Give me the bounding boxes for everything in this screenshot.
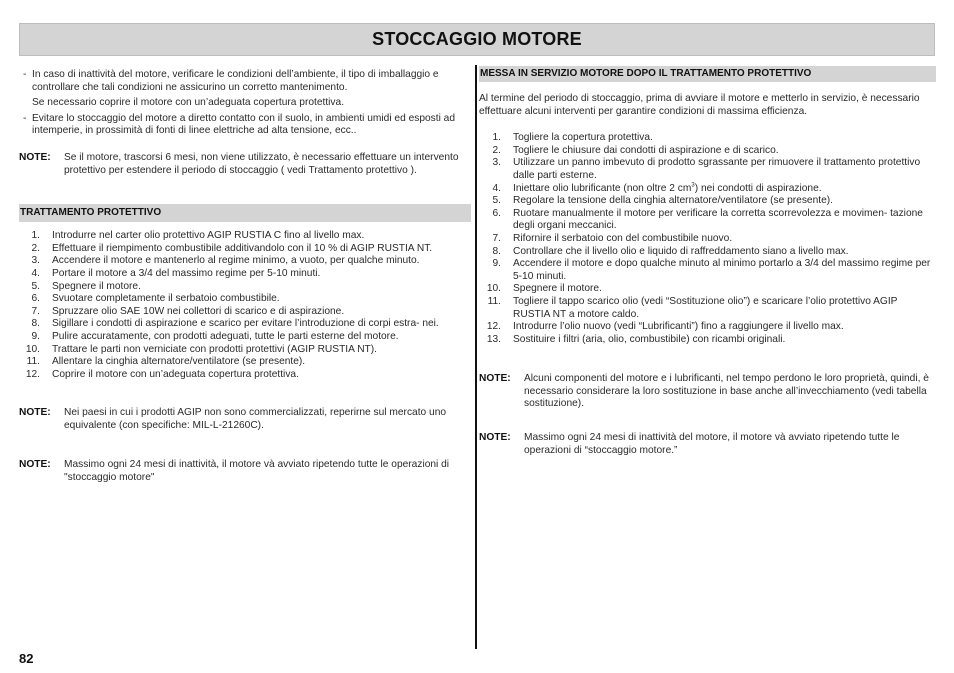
step-text	[513, 183, 936, 196]
list-item	[479, 258, 936, 283]
step-number: 7.	[31, 305, 40, 317]
left-column	[19, 66, 471, 485]
step-number: 2.	[492, 144, 501, 156]
note-label: NOTE:	[479, 373, 511, 385]
note-text: Alcuni componenti del motore e i lubrificanti, nel tempo perdono le loro proprietà, quindi, è necessario considerare la loro sostituzione in base anche all’invecchiamento (vedi tabella sostituzione).	[524, 373, 929, 410]
list-item	[19, 293, 471, 306]
bullet-text: In caso di inattività del motore, verificare le condizioni dell’ambiente, il tipo di imballaggio e controllare che tali condizioni ne assicurino un corretto mantenimento.	[32, 69, 439, 93]
right-column	[479, 66, 936, 457]
step-text: Togliere la copertura protettiva.	[513, 132, 653, 144]
bullet-item	[19, 113, 471, 138]
step-text: Svuotare completamente il serbatoio combustibile.	[52, 293, 280, 305]
step-number: 8.	[31, 318, 40, 330]
service-steps-list	[479, 132, 936, 346]
step-text: Regolare la tensione della cinghia alternatore/ventilatore (se presente).	[513, 195, 833, 207]
list-item	[479, 334, 936, 347]
list-item	[19, 318, 471, 331]
note-label: NOTE:	[19, 407, 51, 419]
treatment-steps-list	[19, 230, 471, 381]
step-text: Sigillare i condotti di aspirazione e scarico per evitare l’introduzione di corpi estra- nei.	[52, 318, 439, 330]
step-text: Utilizzare un panno imbevuto di prodotto sgrassante per rimuovere il trattamento protettivo dalle parti esterne.	[513, 157, 921, 181]
step-text: Coprire il motore con un’adeguata copertura protettiva.	[52, 368, 299, 380]
page-title-bar	[19, 23, 935, 56]
step-number: 11.	[487, 295, 501, 307]
step-number: 11.	[26, 356, 40, 368]
note-text: Se il motore, trascorsi 6 mesi, non viene utilizzato, è necessario effettuare un intervento protettivo per estendere il periodo di stoccaggio ( vedi Trattamento protettivo ).	[64, 151, 459, 176]
step-text: Portare il motore a 3/4 del massimo regime per 5-10 minuti.	[52, 267, 321, 279]
bullet-item	[19, 69, 471, 94]
step-number: 12.	[25, 368, 40, 380]
list-item	[479, 145, 936, 158]
step-number: 2.	[31, 242, 40, 254]
step-number: 1.	[31, 230, 40, 242]
step-text: Introdurre nel carter olio protettivo AGIP RUSTIA C fino al livello max.	[52, 230, 365, 242]
step-number: 3.	[492, 157, 501, 169]
step-number: 4.	[492, 182, 501, 194]
note-label: NOTE:	[19, 459, 51, 471]
step-text-part: ) nei condotti di aspirazione.	[694, 182, 822, 194]
step-number: 12.	[486, 321, 501, 333]
step-text: Effettuare il riempimento combustibile additivandolo con il 10 % di AGIP RUSTIA NT.	[52, 242, 433, 254]
step-text: Spruzzare olio SAE 10W nei collettori di scarico e di aspirazione.	[52, 305, 345, 317]
step-text: Allentare la cinghia alternatore/ventilatore (se presente).	[52, 356, 306, 368]
step-text: Spegnere il motore.	[513, 283, 602, 295]
step-number: 10.	[486, 283, 501, 295]
list-item	[479, 233, 936, 246]
step-number: 6.	[31, 293, 40, 305]
list-item	[479, 246, 936, 259]
superscript-cube: 3	[691, 182, 695, 189]
note-text: Massimo ogni 24 mesi di inattività, il motore và avviato ripetendo tutte le operazioni di "stoccaggio motore"	[64, 459, 450, 484]
list-item	[19, 344, 471, 357]
note-component-aging	[479, 373, 936, 411]
step-number: 7.	[492, 232, 501, 244]
step-number: 5.	[31, 280, 40, 292]
list-item	[19, 331, 471, 344]
step-number: 9.	[31, 330, 40, 342]
intro-paragraph: Al termine del periodo di stoccaggio, prima di avviare il motore e metterlo in servizio, è necessario effettuare alcuni interventi per garantire condizioni di massima efficienza.	[479, 93, 920, 117]
note-24-months-engine	[479, 432, 936, 457]
step-text: Pulire accuratamente, con prodotti adeguati, tutte le parti esterne del motore.	[52, 330, 399, 342]
step-number: 5.	[492, 195, 501, 207]
section-heading-messa-in-servizio: MESSA IN SERVIZIO MOTORE DOPO IL TRATTAMENTO PROTETTIVO	[479, 66, 936, 82]
step-number: 4.	[31, 267, 40, 279]
section-heading-trattamento: TRATTAMENTO PROTETTIVO	[19, 204, 471, 222]
column-divider	[475, 65, 477, 649]
list-item	[479, 321, 936, 334]
bullet-dash: -	[23, 112, 27, 124]
step-text: Spegnere il motore.	[52, 280, 141, 292]
step-text: Togliere le chiusure dai condotti di aspirazione e di scarico.	[513, 144, 779, 156]
page-number: 82	[19, 651, 34, 666]
bullet-text: Se necessario coprire il motore con un’adeguata copertura protettiva.	[32, 97, 345, 109]
note-24-months	[19, 459, 471, 484]
step-text: Ruotare manualmente il motore per verificare la corretta scorrevolezza e movimen- tazione degli organi meccanici.	[513, 207, 923, 232]
list-item	[19, 268, 471, 281]
note-agip-equivalent	[19, 407, 471, 432]
list-item	[479, 283, 936, 296]
list-item	[479, 296, 936, 321]
list-item	[479, 208, 936, 233]
note-label: NOTE:	[479, 432, 511, 444]
step-number: 3.	[31, 255, 40, 267]
list-item	[479, 183, 936, 196]
list-item	[19, 369, 471, 382]
list-item	[479, 157, 936, 182]
list-item	[19, 230, 471, 243]
step-number: 13.	[486, 333, 501, 345]
bullet-text: Evitare lo stoccaggio del motore a diretto contatto con il suolo, in ambienti umidi ed esposti ad intemperie, in prossimità di fonti di linee elettriche ad alta tensione, ecc..	[32, 112, 456, 137]
list-item	[19, 281, 471, 294]
step-number: 1.	[492, 132, 501, 144]
step-text: Accendere il motore e mantenerlo al regime minimo, a vuoto, per qualche minuto.	[52, 255, 420, 267]
step-text: Controllare che il livello olio e liquido di raffreddamento siano a livello max.	[513, 245, 849, 257]
list-item	[19, 243, 471, 256]
page-title: STOCCAGGIO MOTORE	[372, 29, 582, 49]
bullet-dash: -	[23, 69, 27, 80]
step-text: Togliere il tappo scarico olio (vedi “Sostituzione olio”) e scaricare l’olio protettivo AGIP RUSTIA NT a motore caldo.	[513, 295, 898, 320]
step-number: 8.	[492, 245, 501, 257]
note-label: NOTE:	[19, 151, 51, 163]
step-number: 9.	[492, 258, 501, 270]
bullet-item	[19, 97, 471, 110]
step-number: 10.	[25, 343, 40, 355]
step-number: 6.	[492, 207, 501, 219]
step-text: Introdurre l’olio nuovo (vedi “Lubrificanti”) fino a raggiungere il livello max.	[513, 321, 844, 333]
list-item	[19, 306, 471, 319]
note-text: Nei paesi in cui i prodotti AGIP non sono commercializzati, reperirne sul mercato uno equivalente (con specifiche: MIL-L-21260C).	[64, 407, 447, 431]
step-text: Trattare le parti non verniciate con prodotti protettivi (AGIP RUSTIA NT).	[52, 343, 377, 355]
step-text-part: Iniettare olio lubrificante (non oltre 2 cm	[513, 182, 692, 194]
list-item	[479, 132, 936, 145]
step-text: Accendere il motore e dopo qualche minuto al minimo portarlo a 3/4 del massimo regime per 5-10 minuti.	[513, 258, 931, 282]
list-item	[19, 356, 471, 369]
note-text: Massimo ogni 24 mesi di inattività del motore, il motore và avviato ripetendo tutte le operazioni di “stoccaggio motore.”	[524, 432, 900, 456]
step-text: Rifornire il serbatoio con del combustibile nuovo.	[513, 232, 733, 244]
list-item	[19, 255, 471, 268]
note-storage-6-months	[19, 152, 471, 177]
step-text: Sostituire i filtri (aria, olio, combustibile) con ricambi originali.	[513, 333, 786, 345]
list-item	[479, 195, 936, 208]
